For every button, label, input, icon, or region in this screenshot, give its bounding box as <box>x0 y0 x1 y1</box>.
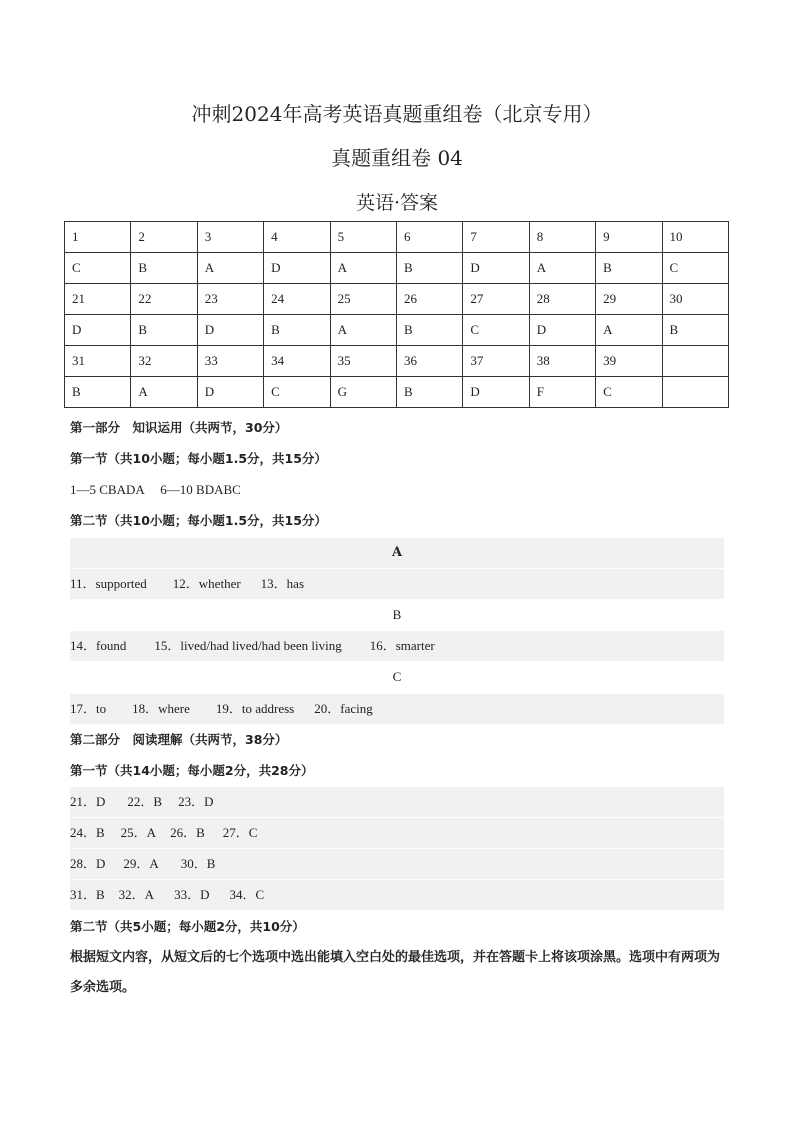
table-cell: B <box>264 315 330 346</box>
table-cell: C <box>662 253 728 284</box>
table-cell: 25 <box>330 284 396 315</box>
document-subtitle: 真题重组卷 04 <box>331 146 463 170</box>
table-row <box>65 253 729 284</box>
list-item: 33．D <box>174 887 210 902</box>
reading-answers-row-4 <box>70 880 724 910</box>
table-cell: 8 <box>529 222 595 253</box>
list-item: 22．B <box>127 794 163 809</box>
list-item: 11．supported <box>70 576 147 591</box>
table-cell: D <box>65 315 131 346</box>
list-item: 32．A <box>118 887 155 902</box>
table-cell: 22 <box>131 284 197 315</box>
section2-heading: 第二节（共10小题；每小题1.5分，共15分） <box>70 513 327 528</box>
list-item: 15．lived/had lived/had been living <box>154 638 342 653</box>
list-item: 12．whether <box>172 576 241 591</box>
section1-heading: 第一节（共10小题；每小题1.5分，共15分） <box>70 451 327 466</box>
list-item: 30．B <box>180 856 216 871</box>
table-cell: C <box>596 377 662 408</box>
table-cell: G <box>330 377 396 408</box>
table-cell: 2 <box>131 222 197 253</box>
table-cell: D <box>463 253 529 284</box>
table-cell: 27 <box>463 284 529 315</box>
section4-instruction: 根据短文内容，从短文后的七个选项中选出能填入空白处的最佳选项，并在答题卡上将该项涂黑。选项中有两项为多余选项。 <box>70 950 721 995</box>
list-item: 24．B <box>70 825 105 840</box>
list-item: 31．B <box>70 887 105 902</box>
table-cell: 39 <box>596 346 662 377</box>
table-row <box>65 346 729 377</box>
reading-answers-row-3 <box>70 849 724 879</box>
table-cell: C <box>65 253 131 284</box>
list-item: 20．facing <box>314 701 373 716</box>
table-cell: A <box>197 253 263 284</box>
table-cell: B <box>65 377 131 408</box>
list-item: 16．smarter <box>369 638 435 653</box>
table-cell: 29 <box>596 284 662 315</box>
table-cell: B <box>396 315 462 346</box>
table-row <box>65 315 729 346</box>
table-cell: 9 <box>596 222 662 253</box>
table-cell: 35 <box>330 346 396 377</box>
table-cell: 3 <box>197 222 263 253</box>
list-item: 18．where <box>132 701 190 716</box>
list-item: 17．to <box>70 701 107 716</box>
list-item: 28．D <box>70 856 106 871</box>
list-item: 27．C <box>222 825 258 840</box>
table-cell: A <box>330 253 396 284</box>
list-item: 21．D <box>70 794 106 809</box>
table-cell: 38 <box>529 346 595 377</box>
table-cell: D <box>264 253 330 284</box>
table-cell: 10 <box>662 222 728 253</box>
table-cell: 6 <box>396 222 462 253</box>
table-cell: D <box>529 315 595 346</box>
part1-heading: 第一部分 知识运用（共两节，30分） <box>70 420 288 435</box>
list-item: 13．has <box>260 576 305 591</box>
answer-table <box>64 221 729 408</box>
table-cell: F <box>529 377 595 408</box>
table-cell: D <box>197 377 263 408</box>
table-cell: 33 <box>197 346 263 377</box>
table-cell: 4 <box>264 222 330 253</box>
part2-heading: 第二部分 阅读理解（共两节，38分） <box>70 732 288 747</box>
table-cell: A <box>529 253 595 284</box>
list-item: 26．B <box>170 825 205 840</box>
table-cell: 7 <box>463 222 529 253</box>
passage-c-label: C <box>392 669 402 684</box>
passage-a-label: A <box>70 538 724 568</box>
document-title: 冲刺2024年高考英语真题重组卷（北京专用） <box>191 102 603 126</box>
table-cell: 37 <box>463 346 529 377</box>
list-item: 14．found <box>70 638 127 653</box>
table-cell: C <box>463 315 529 346</box>
table-cell: A <box>596 315 662 346</box>
table-cell: 28 <box>529 284 595 315</box>
table-cell: 1 <box>65 222 131 253</box>
table-cell: 24 <box>264 284 330 315</box>
section1-answers: 1—5 CBADA 6—10 BDABC <box>70 482 241 497</box>
table-cell: 34 <box>264 346 330 377</box>
table-cell: 32 <box>131 346 197 377</box>
table-cell: B <box>131 253 197 284</box>
table-cell: B <box>396 377 462 408</box>
list-item: 19．to address <box>215 701 295 716</box>
list-item: 25．A <box>120 825 157 840</box>
table-cell: 26 <box>396 284 462 315</box>
answer-heading: 英语·答案 <box>355 192 439 214</box>
table-cell: D <box>463 377 529 408</box>
table-cell: B <box>596 253 662 284</box>
table-cell: 5 <box>330 222 396 253</box>
table-cell: C <box>264 377 330 408</box>
passage-c-answers <box>70 694 724 724</box>
table-row <box>65 284 729 315</box>
reading-answers-row-1 <box>70 787 724 817</box>
table-cell: A <box>330 315 396 346</box>
list-item: 34．C <box>229 887 265 902</box>
table-cell: D <box>197 315 263 346</box>
table-cell <box>662 346 728 377</box>
passage-b-answers <box>70 631 724 661</box>
table-cell: 36 <box>396 346 462 377</box>
list-item: 23．D <box>178 794 214 809</box>
table-cell: B <box>662 315 728 346</box>
table-cell: 31 <box>65 346 131 377</box>
passage-a-answers <box>70 569 724 599</box>
table-cell: B <box>131 315 197 346</box>
table-row <box>65 222 729 253</box>
table-cell: A <box>131 377 197 408</box>
reading-answers-row-2 <box>70 818 724 848</box>
table-cell: 21 <box>65 284 131 315</box>
table-cell <box>662 377 728 408</box>
section4-heading: 第二节（共5小题；每小题2分，共10分） <box>70 919 305 934</box>
table-cell: B <box>396 253 462 284</box>
table-cell: 23 <box>197 284 263 315</box>
table-row <box>65 377 729 408</box>
table-cell: 30 <box>662 284 728 315</box>
list-item: 29．A <box>123 856 159 871</box>
section3-heading: 第一节（共14小题；每小题2分，共28分） <box>70 763 314 778</box>
passage-b-label: B <box>392 607 402 622</box>
